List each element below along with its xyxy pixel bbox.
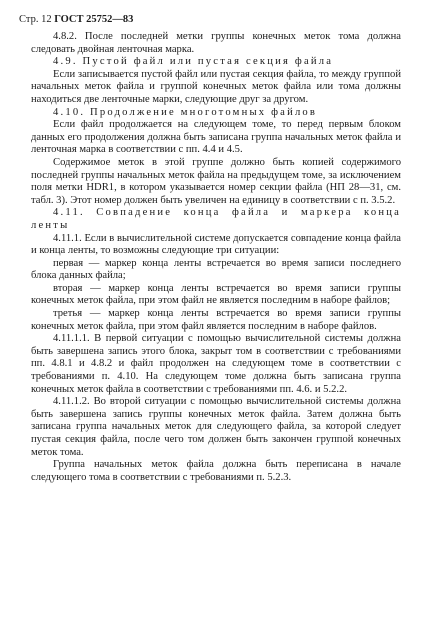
paragraph-continuation: Если файл продолжается на следующем томе, то перед первым блоком данных его продолжения должна быть записана группа начальных меток файла и ленточная марка в соответствии с пп. 4.4 и 4.5.: [31, 119, 401, 156]
situation-second: вторая — маркер конца ленты встречается во время записи группы конечных меток файла, при этом файл не является последним в наборе файлов;: [31, 282, 401, 307]
paragraph-4-11-1-1: 4.11.1.1. В первой ситуации с помощью вычислительной системы должна быть завершена запись этого блока, закрыт том в соответствии с требованиями пп. 4.8.1 и 4.8.2 и файл продолжен на следующем томе в соответствии с требованиями п. 4.10. На следующем томе должна быть записана группа конечных меток файла в соответствии с требованиями пп. 4.6. и 5.2.2.: [31, 333, 401, 395]
paragraph-label-contents: Содержимое меток в этой группе должно быть копией содержимого последней группы начальных меток файла на предыдущем томе, за исключением поля метки HDR1, в котором указывается номер секции файла (НП 28—31, см. табл. 3). Этот номер должен быть увеличен на единицу в соответствии с п. 3.5.2.: [31, 156, 401, 206]
situation-third: третья — маркер конца ленты встречается во время записи группы конечных меток файла, при этом файл является последним в наборе файлов.: [31, 308, 401, 332]
section-heading-4-9: 4.9. Пустой файл или пустая секция файла: [53, 56, 334, 68]
section-heading-4-11: 4.11. Совпадение конца файла и маркера конца ленты: [31, 207, 401, 231]
situation-first: первая — маркер конца ленты встречается во время записи последнего блока данных файла;: [31, 257, 401, 282]
paragraph-empty-file: Если записывается пустой файл или пустая секция файла, то между группой начальных меток файла и группой конечных меток файла или тома должны находиться две ленточные марки, следующие друг за другом.: [31, 68, 401, 105]
paragraph-rewrite-labels: Группа начальных меток файла должна быть переписана в начале следующего тома в соответствии с требованиями п. 5.2.3.: [31, 459, 401, 483]
paragraph-4-11-1-2: 4.11.1.2. Во второй ситуации с помощью вычислительной системы должна быть завершена запись группы конечных меток файла. Затем должна быть записана группа начальных меток для следующего файла, за которой следует пустая секция файла, после чего том должен быть закончен группой конечных меток тома.: [31, 396, 401, 458]
section-heading-4-10: 4.10. Продолжение многотомных файлов: [53, 106, 318, 118]
paragraph-4-11-1: 4.11.1. Если в вычислительной системе допускается совпадение конца файла и конца ленты, то возможны следующие три ситуации:: [31, 232, 401, 257]
page-number: Стр. 12: [19, 14, 52, 25]
page-header: [19, 13, 133, 27]
paragraph-4-8-2: 4.8.2. После последней метки группы конечных меток тома должна следовать двойная ленточная марка.: [31, 31, 401, 55]
body-text: [31, 31, 401, 484]
standard-number: ГОСТ 25752—83: [54, 14, 134, 25]
